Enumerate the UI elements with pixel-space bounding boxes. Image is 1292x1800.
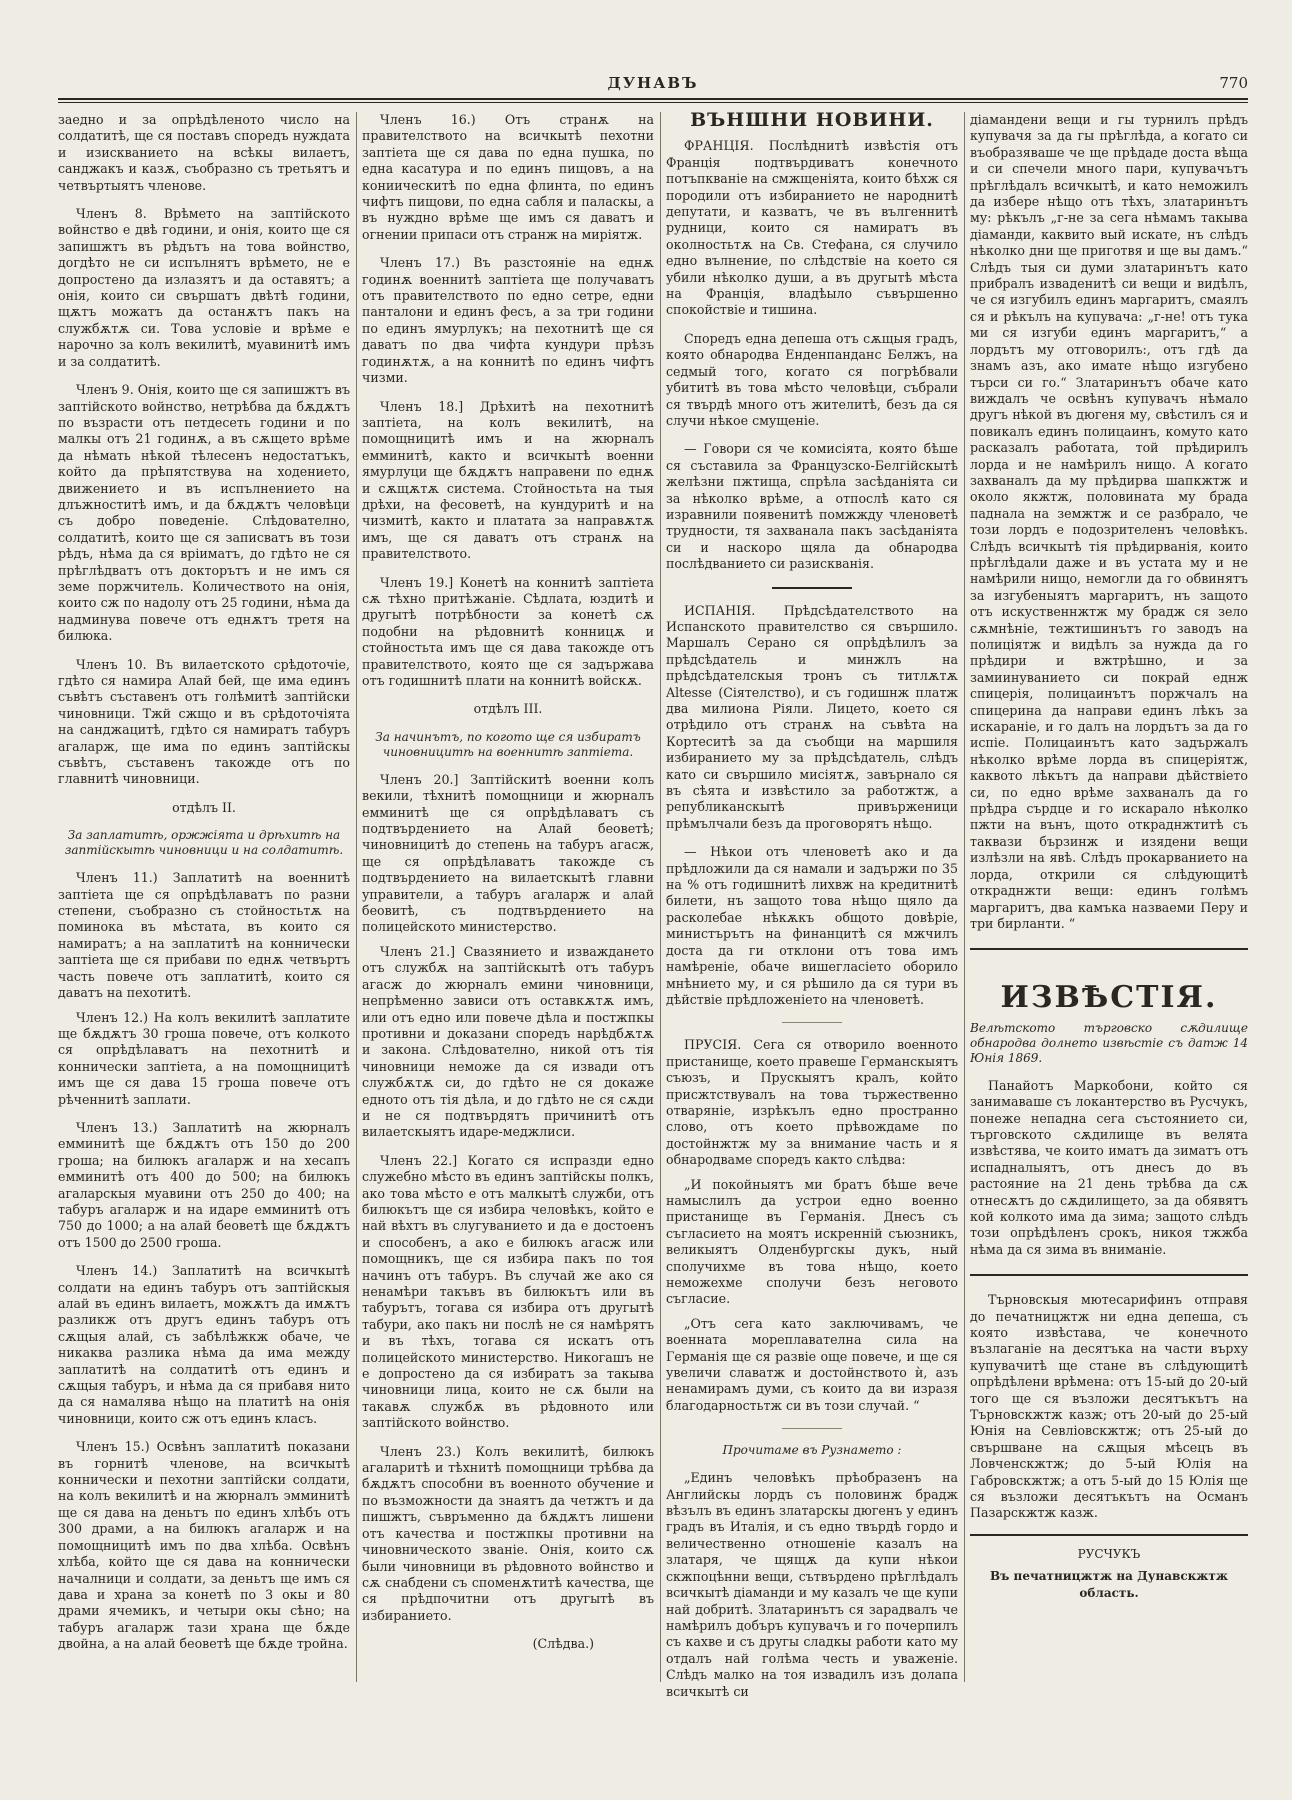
section-rule [772, 587, 852, 589]
column-3 [666, 112, 958, 1712]
article-paragraph: Членъ 18.] Дрѣхитѣ на пехотнитѣ заптiета, на колъ векилитѣ, на помощницитѣ имъ и на жюрналъ емминитѣ, както и всичкытѣ военни ямурлуци ще бѫдѫтъ направени по еднѫ и сѫщѫтѫ система. Стойностьта на тыя дрѣхи, на фесоветѣ, на кундуритѣ и на чизмитѣ, както и платата за направѫтѫ имъ, ще ся даватъ отъ странѫ на правителството. [362, 398, 654, 562]
article-paragraph: ФРАНЦІЯ. Послѣднитѣ извѣстія отъ Франція подтвърдиватъ конечното потъпкваніе на смжщеніята, които бѣхж ся породили отъ избиранието не народнитѣ депутати, и казватъ, че въ вългеннитѣ рудници, които ся намиратъ въ околностьтѫ на Св. Стефана, ся случило едно вълнение, по слѣдствіе на което ся убили нѣколко души, а въ другытѣ мѣста на Франція, владѣыло съвършенно спокойствіе и тишина. [666, 138, 958, 318]
column-divider [660, 112, 661, 1682]
section-title: За заплатитѣ, оржжіята и дрѣхитѣ на заптійскытѣ чиновници и на солдатитѣ. [64, 828, 344, 858]
column-divider [356, 112, 357, 1682]
article-paragraph: Членъ 8. Врѣмето на заптійското войнство е двѣ години, и онія, които ще ся запишжтъ въ рѣдътъ на това войнство, догдѣто не си испълнятъ врѣмето, не е допростено да излазятъ и да оставятъ; а онія, които си свършатъ двѣтѣ години, щѫтъ можатъ да останѫтъ пакъ на службѫтѫ си. Това условіе и врѣме е нарочно за колъ векилитѣ, муавинитѣ имъ и за солдатитѣ. [58, 206, 350, 369]
article-paragraph: Членъ 16.) Отъ странѫ на правителството на всичкытѣ пехотни заптiета ще ся дава по една пушка, по една касатура и по единъ пищовъ, а на кониическитѣ по една флинта, по единъ чифтъ пищови, по една сабля и паласкы, а въ нуждно врѣме ще имъ ся даватъ и огнении припаси отъ странж на миріятж. [362, 112, 654, 242]
article-paragraph: ПРУСІЯ. Сега ся отворило военното пристанище, което правеше Германскыятъ съюзъ, и Прускыятъ кралъ, който присжтствувалъ на това тържественно отваряніе, изрѣкълъ едно пространно слово, отъ което прѣвождаме по достойнжтж му за внимание часть и я обнародваме споредъ както слѣдва: [666, 1037, 958, 1168]
imprint-city: РУСЧУКЪ [1077, 1546, 1141, 1561]
section-rule [782, 1022, 842, 1023]
column-2 [362, 112, 654, 1712]
article-paragraph: Членъ 23.) Колъ векилитѣ, билюкъ агаларитѣ и тѣхнитѣ помощници трѣбва да бѫдѫтъ способни въ военното обучение и по възможности да знаятъ да четжтъ и да пишжтъ, съвръменно да бѫдѫтъ лишени отъ качества и постжпкы противни на чиновническото званіе. Онія, които сѫ были чиновници въ рѣдовното войнство и сѫ снабдени съ споменѫтитѣ качества, ще ся прѣдпочитни отъ другытѣ въ избиранието. [362, 1443, 654, 1623]
article-paragraph: „И покойныятъ ми братъ бѣше вече намыслилъ да устрои едно военно пристанище въ Германія. Днесъ съ съгласието на моятъ искренній съюзникъ, великыятъ Олденбургскы дукъ, ный сполучихме въ това нѣщо, което неможехме сполучи безъ неговото съгласие. [666, 1176, 958, 1307]
article-paragraph: заедно и за опрѣдѣленото число на солдатитѣ, ще ся поставъ споредъ нуждата и изискванието на всѣкы вилаетъ, санджакъ и казѫ, съобразно съ третьятъ и четвъртыятъ членове. [58, 112, 350, 193]
article-paragraph: Членъ 11.) Заплатитѣ на военнитѣ заптiета ще ся опрѣдѣлаватъ по разни степени, съобразно съ стойностьтѫ на поминока въ мѣстата, въ които ся намиратъ; а на заплатитѣ на коннически заптiета ще ся прибави по еднѫ четвъртъ часть повече отъ заплатитѣ, които ся даватъ на пехотитѣ. [58, 870, 350, 1001]
article-paragraph: Членъ 22.] Когато ся испразди едно служебно мѣсто въ единъ заптійскы полкъ, ако това мѣсто е отъ малкытѣ служби, отъ билюкътъ ще ся избира человѣкъ, който е най вѣхтъ въ слугуванието и да е достоенъ и способенъ, а ако е билюкъ агасж или помощникъ, ще ся избира пакъ по тоя начинъ отъ табуръ. Въ случай же ако ся ненамѣри такъвъ въ билюкътъ или въ табурътъ, тогава ся избира отъ другытѣ табури, ако пакъ ни послѣ не ся намѣрятъ и въ тѣхъ, тогава ся искатъ отъ полицейското министерство. Никогашъ не е допростено да ся избиратъ за такыва чиновници лица, които не сѫ были на такавѫ службѫ въ рѣдовното или заптійското войнство. [362, 1152, 654, 1431]
article-paragraph: Членъ 15.) Освѣнъ заплатитѣ показани въ горнитѣ членове, на всичкытѣ коннически и пехотни заптійски солдати, на колъ векилитѣ и на жюрналъ эмминитѣ ще ся дава на деньтъ по единъ хлѣбъ отъ 300 драми, а на билюкъ агаларж и на помощницитѣ имъ по два хлѣба. Освѣнъ хлѣба, който ще ся дава на коннически началници и солдати, за деньтъ ще имъ ся дава и храна за конетѣ по 3 окы и 80 драми ячемикъ, и четыри окы сѣно; на табуръ агаларж тази храна ще бѫде двойна, а на алай беоветѣ ще бѫде тройна. [58, 1439, 350, 1652]
article-paragraph: Членъ 10. Въ вилаетското срѣдоточіе, гдѣто ся намира Алай бей, ще има единъ съвѣтъ съставенъ отъ голѣмитѣ заптійски чиновници. Тжй сжщо и въ срѣдоточiята на санджацитѣ, гдѣто ся намиратъ табуръ агаларж, ще има по единъ заптійскы съвѣтъ, съставенъ такожде отъ по главнитѣ чиновници. [58, 656, 350, 787]
page-number: 770 [1219, 74, 1248, 92]
section-rule [970, 1534, 1248, 1536]
announcements-heading: ИЗВѢСТІЯ. [1000, 980, 1218, 1016]
foreign-news-heading: ВЪНШНИ НОВИНИ. [690, 112, 934, 131]
masthead [58, 70, 1248, 100]
reading-heading: Прочитаме въ Рузнамето : [722, 1443, 902, 1458]
article-paragraph: Членъ 20.] Заптійскитѣ военни колъ векили, тѣхнитѣ помощници и жюрналъ емминитѣ ще ся опрѣдѣлаватъ съ подтвърдението на Алай беоветѣ; чиновницитѣ до степень на табуръ агасж, ще ся опрѣдѣлаватъ такожде съ подтвърдението на вилаетскытѣ главни управители, а табуръ агаларж и алай беовитѣ, съ подтвърдението на полицейското министерство. [362, 771, 654, 935]
article-paragraph: Членъ 12.) На колъ векилитѣ заплатите ще бѫдѫтъ 30 гроша повече, отъ колкото ся опрѣдѣлаватъ на пехотнитѣ и коннически заптiета, а на помощницитѣ имъ ще ся дава 15 гроша повече отъ рѣченнитѣ заплати. [58, 1009, 350, 1107]
article-paragraph: — Нѣкои отъ членоветѣ ако и да прѣдложили да ся намали и задържи по 35 на % отъ годишнитѣ лихвж на кредитнитѣ билети, нъ защото това нѣщо щяло да расколебае нѣкѫкъ общото довѣріе, министърътъ на финанцитѣ ся мжчилъ доста да ги отклони отъ това имъ намѣреніе, обаче вишегласіето оборило мнѣнието му, и ся рѣшило да ся тури въ дѣйствіе прѣдложеніето на членоветѣ. [666, 844, 958, 1007]
article-paragraph: Търновскыя мютесарифинъ отправя до печатницжтж ни една депеша, съ която извѣстава, че конечното възлаганіе на десятъка на части върху купувачитѣ ще стане въ слѣдующитѣ опрѣдѣлени врѣмена: отъ 15-ый до 20-ый того ще ся възложи десятъкътъ на Търновскжтж казж; отъ 20-ый до 25-ый Юнія на Севліовскжтж; отъ 25-ый до свършване на сѫщыя мѣсецъ въ Ловченскжтж; до 5-ый Юлія на Габровскжтж; а отъ 5-ый до 15 Юлія ще ся възложи десятъкътъ на Османъ Пазарскжтж казж. [970, 1292, 1248, 1521]
section-title: За начинътъ, по когото ще ся избиратъ чиновницитѣ на военнитѣ заптiета. [375, 729, 641, 759]
section-label: отдѣлъ III. [473, 701, 543, 717]
article-paragraph: Членъ 21.] Свазянието и изваждането отъ службѫ на заптійскытѣ отъ табуръ агасж до жюрналъ емини чиновници, непрѣменно зависи отъ оставкѫтѫ имъ, или отъ едно или повече дѣла и постжпкы противни и доказани споредъ нарѣдбѫтѫ и закона. Слѣдователно, никой отъ тія чиновници неможе да ся извади отъ службѫтѫ си, до гдѣто не ся докаже едното отъ тія дѣла, и до гдѣто не ся сѫди и не ся подтвърдятъ причинитѣ отъ вилаетскыятъ идаре-меджлиси. [362, 943, 654, 1140]
imprint-line: Въ печатницжтж на Дунавскжтж область. [990, 1569, 1228, 1600]
column-4 [970, 112, 1248, 1712]
article-paragraph: Членъ 9. Онія, които ще ся запишжтъ въ заптійското войнство, нетрѣбва да бѫдѫтъ по възрасти отъ петдесеть години и по малкы отъ 21 годинѫ, а въ сѫщето врѣме да нѣмать нѣкой тѣлесенъ недостатъкъ, който да прѣпятствува на ходението, движението и въ испълнението на длъжноститѣ имъ, и да бѫдѫтъ человѣци съ добро поведеніе. Слѣдователно, солдатитѣ, които ще ся записватъ въ този рѣдъ, нѣма да ся врiиматъ, до гдѣто не ся прѣглѣдватъ отъ докторътъ и не имъ ся земе поржчитель. Количеството на онія, които сж по надолу отъ 25 години, нѣма да надминува повече отъ еднѫтъ третя на билюка. [58, 382, 350, 644]
newspaper-page [58, 70, 1248, 1735]
article-paragraph: Членъ 14.) Заплатитѣ на всичкытѣ солдати на единъ табуръ отъ заптійскыя алай въ единъ вилаетъ, можѫтъ да имѫтъ разликж отъ другъ единъ табуръ отъ сѫщыя алай, съ забѣлѣжкж обаче, че никаква разлика нѣма да има между заплатитѣ на солдатитѣ отъ единъ и сѫщыя табуръ, и нѣма да ся прибавя нито да ся намалява нѣщо на платитѣ на онія чиновници, които сж отъ единъ класъ. [58, 1263, 350, 1426]
article-paragraph: — Говори ся че комисiята, която бѣше ся съставила за Французско-Белгійскытѣ желѣзни пжтища, спрѣла засѣданіята си за нѣколко врѣме, а отпослѣ като ся изравнили появенитѣ помжжду членоветѣ трудности, тя захванала пакъ засѣданіята си и наскоро щяла да обнародва послѣдвaнието си разискванія. [666, 441, 958, 572]
article-paragraph: „Отъ сега като заключивамъ, че военната мореплавателна сила на Германія ще ся развіе още повече, и ще ся увеличи славатж и достойнството ѝ, азъ ненамирамъ думи, съ които да ви изразя благодарностьтж си въ този случай. “ [666, 1315, 958, 1413]
article-paragraph: Споредъ една депеша отъ сѫщыя градъ, която обнародва Енденпанданс Белжъ, на седмый того, когато ся погрѣбвали убититѣ въ това мѣсто человѣци, събрали ся твърдѣ много отъ жителитѣ, безъ да ся случи нѣкое смущеніе. [666, 330, 958, 428]
article-paragraph: діамандени вещи и гы турнилъ прѣдъ купувачя за да гы прѣглѣда, а когато си въобразяваше че ще прѣдаде доста вѣща и си спечели много пари, купувачътъ прѣглѣдалъ всичкытѣ, и като неможилъ да избере нѣщо отъ тѣхъ, златаринътъ му: рѣкълъ „г-не за сега нѣмамъ такыва діаманди, каквито вый искате, нъ слѣдъ нѣколко дни ще приготвя и ще вы дамъ.“ Слѣдъ тыя си думи златаринътъ като прибралъ изваденитѣ си вещи и видѣлъ, че ся изгубилъ единъ маргаритъ, смаялъ ся и рѣкълъ на купувача: „г-не! отъ тука ми ся изгуби единъ маргаритъ,“ а лордътъ му отговорилъ:, отъ гдѣ да знамъ азъ, ако имате нѣщо изгубено търси си го.“ Златаринътъ обаче като виждалъ че освѣнъ купувачъ нѣмало другъ нѣкой въ дюгеня му, свѣстилъ ся и повикалъ единъ полицаинъ, комуто като расказалъ работата, той прѣдирилъ лорда и не намѣрилъ нищо. А когато захваналъ да му прѣдирва шапкжтж и около якжтж, половината му брада паднала на земжтж и се разбрало, че този лордъ е подозрителенъ человѣкъ. Слѣдъ всичкытѣ тія прѣдирванія, които прѣглѣдали даже и въ устата му и не намѣрили нищо, немогли да го обвинятъ за изгубеныятъ маргаритъ, нъ защото отъ искуственнжтж му брадж ся зело сѫмнѣніе, тежтишинътъ го заводъ на полицiятж и видѣлъ за нужда да го прѣдири и вжтрѣшно, и за замиинуванието си покрай еднж спицерія, полицаинътъ поржчалъ на спицерина да направи единъ лѣкъ за искараніе, и го далъ на лордътъ за да го испіе. Полицаинътъ като задържалъ нѣколко врѣме лорда въ спицеріятж, каквото лѣкътъ да направи дѣйствіето си, по едно врѣме захваналъ да го прѣдра сърдце и го искарало нѣколко пжти на вънъ, щото откраднжтитѣ съ таквази бързинж и изядени вещи излѣзли на явѣ. Слѣдъ прокарванието на лорда, открили ся слѣдующитѣ откраднжти вещи: единъ голѣмъ маргаритъ, два камъка назваеми Перу и три бирланти. “ [970, 112, 1248, 931]
article-paragraph: Членъ 19.] Конетѣ на коннитѣ заптiета сѫ тѣхно притѣжаніе. Сѣдлата, юздитѣ и другытѣ потрѣбности за конетѣ сѫ подобни на рѣдовнитѣ конницѫ и стойностьта имъ ще ся дава такожде отъ правителството, която ще ся задържава отъ годишнитѣ плати на коннитѣ войскѫ. [362, 574, 654, 688]
to-be-continued: (Слѣдва.) [532, 1636, 594, 1652]
announcement-subtitle: Велѣтското търговско сѫдилище обнародва долнето извѣстіе съ датж 14 Юнія 1869. [970, 1020, 1248, 1065]
article-paragraph: Членъ 17.) Въ разстоянiе на еднѫ годинѫ военнитѣ заптiета ще получаватъ отъ правителството по едно сетре, едни панталони и единъ фесъ, а за три години по единъ ямурлукъ; на пехотнитѣ ще ся даватъ по два чифта кундури прѣзъ годинѫтѫ, а на коннитѣ по единъ чифтъ чизми. [362, 255, 654, 386]
masthead-rule [58, 98, 1248, 103]
article-paragraph: „Единъ человѣкъ прѣобразенъ на Английскы лордъ съ половинж брадж вѣзълъ въ единъ златарскы дюгенъ у единъ градъ въ Италія, и съ едно твърдѣ гордо и величественно отношеніе казалъ на златаря, че щящѫ да купи нѣкои скжпоцѣнни вещи, сътвърдено прѣглѣдалъ всичкытѣ діаманди и му казалъ че ще купи най добритѣ. Златаринътъ ся зарадвалъ че намѣрилъ добъръ купувачъ и го почерпилъ съ кахве и съ другы сладкы работи като му отдалъ най голѣма честь и уваженіе. Слѣдъ малко на тоя извадилъ изъ долапа всичкытѣ си [666, 1470, 958, 1699]
article-paragraph: Членъ 13.) Заплатитѣ на жюрналъ емминитѣ ще бѫдѫтъ отъ 150 до 200 гроша; на билюкъ агаларж и на хесапъ емминитѣ отъ 400 до 500; на билюкъ агаларскыя муавини отъ 250 до 400; на табуръ агаларж и на идаре емминитѣ отъ 750 до 1000; а на алай беоветѣ ще бѫдѫтъ отъ 1500 до 2500 гроша. [58, 1119, 350, 1250]
section-label: отдѣлъ II. [172, 799, 236, 815]
article-paragraph: Панайотъ Маркобони, който ся занимаваше съ локантерство въ Русчукъ, понеже непадна сега състоянието си, търговското сѫдилище въ велята извѣстява, че които иматъ да зиматъ отъ испадналыятъ, отъ днесъ до въ растояние на 21 день трѣбва да сѫ отнесѫтъ до сѫдилището, за да обявятъ кой колкото има да зима; защото слѣдъ този опрѣдѣленъ срокъ, никоя тжжба нѣма да ся зима въ вниманіе. [970, 1077, 1248, 1257]
column-1 [58, 112, 350, 1712]
column-divider [964, 112, 965, 1682]
article-paragraph: ИСПАНІЯ. Прѣдсѣдателството на Испанското правителство ся свършило. Маршалъ Серано ся опрѣдѣлилъ за прѣдсѣдатель и минжлъ на прѣдсѣдателскыя тронъ съ титлѫтѫ Altesse (Сіятелство), и съ годишнж платж два милиона Ріяли. Лицето, което ся отрѣдило отъ странѫ на съвѣта на Кортеситѣ за да съобщи на маршиля избиранието му за прѣдсѣдатель, слѣдъ като си свършило мисiятѫ, завърнало ся въ сѣята и извѣстило за работжтж, а републиканскытѣ привърженици прѣмълчали безъ да проговорятъ нѣщо. [666, 602, 958, 831]
section-rule [782, 1428, 842, 1429]
section-rule [970, 1274, 1248, 1276]
newspaper-title: ДУНАВЪ [607, 74, 699, 92]
section-rule [970, 948, 1248, 950]
